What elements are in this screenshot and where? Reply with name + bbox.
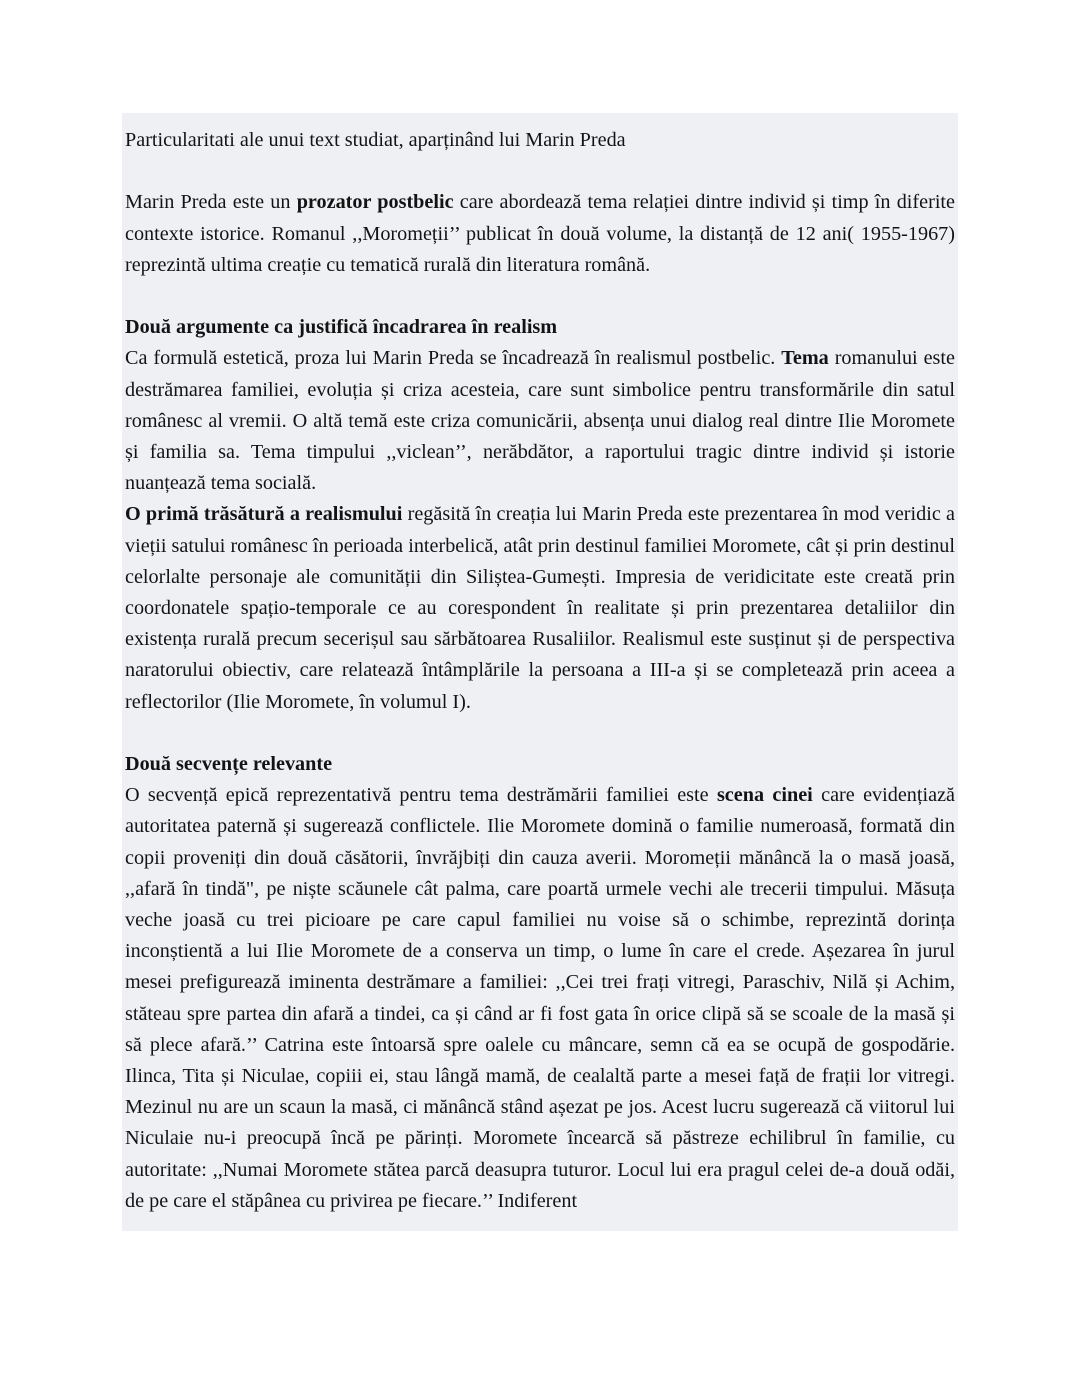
intro-text-part-1: Marin Preda este un	[125, 191, 297, 214]
intro-text-part-2: care abordează tema relației dintre individ și timp în diferite contexte istorice. Romanul ,,Moromeții’’ publicat în două volume, la distanță de 12 ani( 1955-1967) reprezintă ultima creație cu tematică rurală din literatura română.	[125, 191, 956, 276]
section2-paragraph	[125, 780, 955, 1217]
section1-b-rest: regăsită în creația lui Marin Preda este prezentarea în mod veridic a vieții satului românesc în perioada interbelică, atât prin destinul familiei Moromete, cât și prin destinul celorlalte personaje ale comunității din Siliștea-Gumești. Impresia de veridicitate este creată prin coordonatele spațio-temporale ce au corespondent în realitate și prin prezentarea detaliilor din existența rurală precum secerișul sau sărbătoarea Rusaliilor. Realismul este susținut și de perspectiva naratorului obiectiv, care relatează întâmplările la persoana a III-a și se completează prin aceea a reflectorilor (Ilie Moromete, în volumul I).	[125, 503, 955, 713]
intro-paragraph	[125, 187, 955, 281]
section1-a-bold-term: Tema	[781, 347, 829, 370]
section1-a-part-1: Ca formulă estetică, proza lui Marin Preda se încadrează în realismul postbelic.	[125, 347, 782, 370]
section2-part-1: O secvență epică reprezentativă pentru tema destrămării familiei este	[125, 784, 717, 807]
document-title: Particularitati ale unui text studiat, aparținând lui Marin Preda	[125, 129, 626, 151]
section1-b-bold-lead: O primă trăsătură a realismului	[125, 503, 403, 526]
section1-a-part-2: romanului este destrămarea familiei, evoluția și criza acesteia, care sunt simbolice pentru transformările din satul românesc al vremii. O altă temă este criza comunicării, absența unui dialog real dintre Ilie Moromete și familia sa. Tema timpului ,,viclean’’, nerăbdător, a raportului tragic dintre individ și istorie nuanțează tema socială.	[125, 347, 955, 495]
paragraph-gap-3	[125, 718, 955, 749]
section2-bold-term: scena cinei	[716, 784, 813, 807]
section-heading-secvente: Două secvențe relevante	[125, 753, 333, 776]
section-heading-realism: Două argumente ca justifică încadrarea în realism	[125, 316, 558, 339]
text-block	[122, 113, 958, 1231]
section1-paragraph-a	[125, 343, 955, 499]
section1-paragraph-b	[125, 499, 955, 717]
section2-part-2: care evidențiază autoritatea paternă și sugerează conflictele. Ilie Moromete domină o familie numeroasă, formată din copii proveniți din două căsătorii, învrăjbiți din cauza averii. Moromeții mănâncă la o masă joasă, ,,afară în tindă", pe niște scăunele cât palma, care poartă urmele vechi ale trecerii timpului. Măsuța veche joasă cu trei picioare pe care capul familiei nu voise să o schimbe, reprezintă dorința inconștientă a lui Ilie Moromete de a conserva un timp, o lume în care el crede. Așezarea în jurul mesei prefigurează iminenta destrămare a familiei: ,,Cei trei frați vitregi, Paraschiv, Nilă și Achim, stăteau spre partea din afară a tindei, ca și când ar fi fost gata în orice clipă să se scoale de la masă și să plece afară.’’ Catrina este întoarsă spre oalele cu mâncare, semn că ea se ocupă de gospodărie. Ilinca, Tita și Niculae, copiii ei, stau lângă mamă, de cealaltă parte a mesei față de frații lor vitregi. Mezinul nu are un scaun la masă, ci mănâncă stând așezat pe jos. Acest lucru sugerează că viitorul lui Niculaie nu-i preocupă încă pe părinți. Moromete încearcă să păstreze echilibrul în familie, cu autoritate: ,,Numai Moromete stătea parcă deasupra tuturor. Locul lui era pragul celei de-a două odăi, de pe care el stăpânea cu privirea pe fiecare.’’ Indiferent	[125, 784, 956, 1212]
intro-bold-term: prozator postbelic	[296, 191, 454, 214]
document-content	[122, 125, 958, 1217]
paragraph-gap-2	[125, 281, 955, 312]
paragraph-gap-1	[125, 156, 955, 187]
